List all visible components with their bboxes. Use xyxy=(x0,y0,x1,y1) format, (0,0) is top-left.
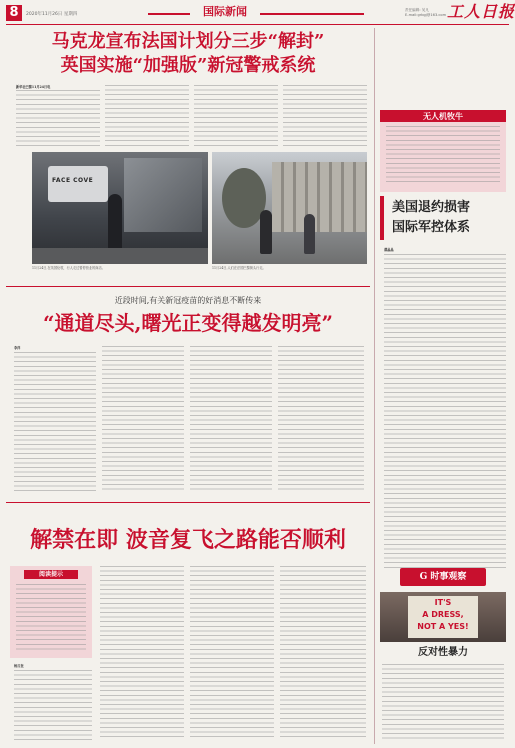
photo-protest xyxy=(380,592,506,642)
masthead-rule xyxy=(6,24,509,25)
section-title: 国际新闻 xyxy=(190,4,260,20)
arms-title-line2: 国际军控体系 xyxy=(392,220,471,235)
story1-title-line2: 英国实施“加强版”新冠警戒系统 xyxy=(60,55,316,76)
building xyxy=(272,162,367,232)
story1-caption-right: 11月24日,人们在法国巴黎街头行走。 xyxy=(212,266,266,270)
arms-control-article xyxy=(380,196,506,576)
shop-sign xyxy=(48,166,108,202)
observe-badge xyxy=(400,568,486,586)
arms-author: 谭晶晶 xyxy=(384,248,394,252)
observe-badge-text: G 时事观察 xyxy=(419,572,467,582)
column-divider xyxy=(374,28,375,744)
violence-title: 反对性暴力 xyxy=(418,647,468,658)
story1-title-line1: 马克龙宣布法国计划分三步“解封” xyxy=(51,31,325,52)
story2 xyxy=(6,286,370,498)
email-line: E-mail:grbgj@163.com xyxy=(405,13,447,17)
story2-col1-text xyxy=(14,352,96,492)
masthead xyxy=(0,0,515,26)
photo-paris-street xyxy=(212,152,367,264)
story2-col3-text xyxy=(190,346,272,492)
arms-title-line1: 美国退约损害 xyxy=(392,200,471,215)
story2-top-rule xyxy=(6,286,370,287)
reading-tip-text xyxy=(16,584,86,652)
story1-col4-text xyxy=(283,85,367,148)
page-number: 8 xyxy=(9,5,19,20)
story2-col4-text xyxy=(278,346,364,492)
reading-tip-box xyxy=(10,566,92,658)
pedestrian xyxy=(304,214,315,254)
arms-text xyxy=(384,254,506,570)
date-line: 2020年11月26日 星期四 xyxy=(26,12,78,17)
protest-sign-line3: NOT A YES! xyxy=(417,622,469,631)
story3-col1-text xyxy=(14,670,92,740)
drone-commentary xyxy=(380,110,506,192)
commentary-text xyxy=(386,126,500,186)
shop-sign-text: FACE COVE xyxy=(52,177,94,184)
story2-title: “通道尽头,曙光正变得越发明亮” xyxy=(43,311,333,335)
story2-kicker: 近段时间,有关新冠疫苗的好消息不断传来 xyxy=(114,296,262,305)
story1 xyxy=(6,28,370,278)
story3-author: 杨召奎 xyxy=(14,664,24,668)
shop-window xyxy=(124,158,202,232)
story2-col2-text xyxy=(102,346,184,492)
right-column xyxy=(374,28,511,744)
story3 xyxy=(6,502,370,744)
reading-tip-title: 阅读提示 xyxy=(24,570,78,579)
editor-line: 责任编辑: 吴凡 xyxy=(405,8,429,12)
commentary-title: 无人机牧牛 xyxy=(423,111,463,121)
pedestrian xyxy=(108,194,122,254)
pedestrian xyxy=(260,210,272,254)
story1-caption-left: 11月24日,在英国伦敦，行人走过暂停营业的商店。 xyxy=(32,266,105,270)
pavement xyxy=(32,248,208,264)
story1-col2-text xyxy=(105,85,189,148)
paper-logo: 工人日报 xyxy=(447,2,515,21)
story3-col2-text xyxy=(100,566,184,740)
story1-dateline: 新华社巴黎11月24日电 xyxy=(16,85,51,89)
story3-col3-text xyxy=(190,566,274,740)
story3-top-rule xyxy=(6,502,370,503)
story3-col4-text xyxy=(280,566,366,740)
protest-sign-line1: IT'S xyxy=(434,598,452,607)
story2-author: 李洋 xyxy=(14,346,21,350)
story1-col3-text xyxy=(194,85,278,148)
arms-title-bar xyxy=(380,196,384,240)
story1-col1-text xyxy=(16,90,100,148)
protest-sign-line2: A DRESS, xyxy=(422,610,464,619)
story3-title: 解禁在即 波音复飞之路能否顺利 xyxy=(30,527,346,553)
photo-london-shop xyxy=(32,152,208,264)
violence-text xyxy=(382,664,504,740)
